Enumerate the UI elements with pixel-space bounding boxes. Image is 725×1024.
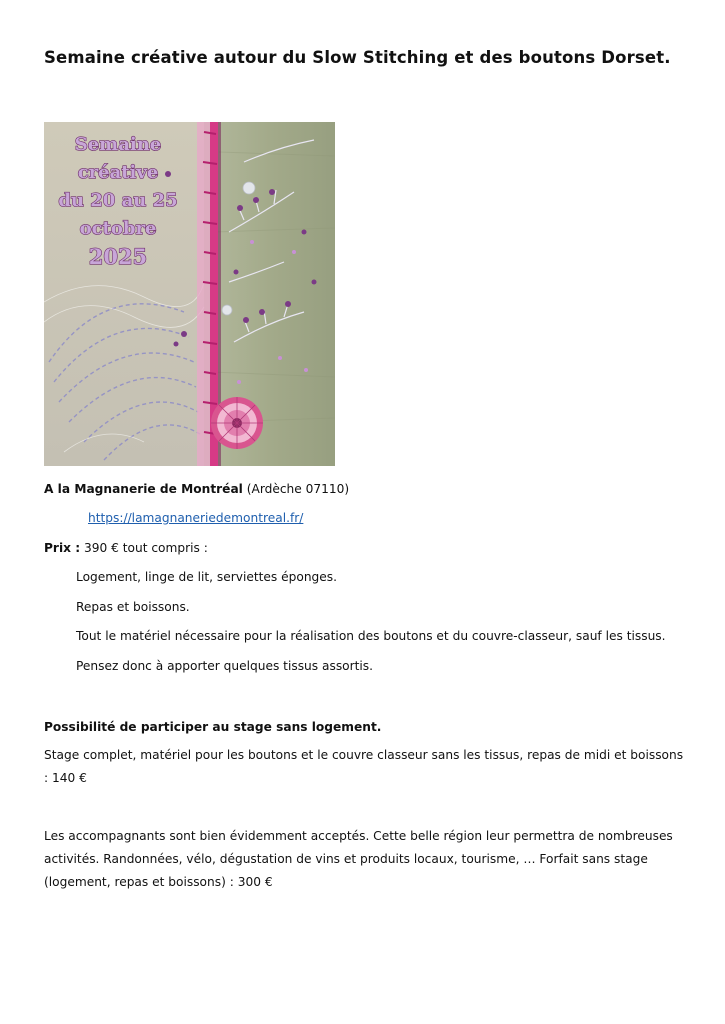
venue-name: A la Magnanerie de Montréal (44, 482, 243, 496)
venue-line (44, 482, 349, 497)
poster-line-4: octobre (79, 218, 157, 239)
dorset-button (211, 397, 263, 449)
poster-line-5: 2025 (88, 244, 148, 269)
companions-paragraph: Les accompagnants sont bien évidemment acceptés. Cette belle région leur permettra de nombreuses activités. Randonnées, vélo, dégustation de vins et produits locaux, tourisme, … Forfait sans stage (logement, repas et boissons) : 300 € (44, 829, 673, 889)
price-label: Prix : (44, 541, 81, 555)
price-line (44, 541, 208, 556)
poster-artwork (44, 122, 335, 466)
no-lodging-details: Stage complet, matériel pour les boutons et le couvre classeur sans les tissus, repas de midi et boissons : 140 € (44, 748, 684, 785)
price-value: 390 € tout compris : (80, 541, 208, 555)
price-item-lodging: Logement, linge de lit, serviettes éponges. (76, 570, 338, 584)
price-item-materials: Tout le matériel nécessaire pour la réalisation des boutons et du couvre-classeur, sauf les tissus. (76, 629, 666, 643)
no-lodging-heading: Possibilité de participer au stage sans logement. (44, 720, 382, 734)
venue-website-link[interactable]: https://lamagnaneriedemontreal.fr/ (88, 511, 304, 525)
event-poster (44, 122, 335, 466)
price-item-fabrics-note: Pensez donc à apporter quelques tissus assortis. (76, 659, 374, 673)
poster-line-3: du 20 au 25 (58, 190, 178, 211)
page-title: Semaine créative autour du Slow Stitching et des boutons Dorset. (44, 48, 671, 67)
price-item-meals: Repas et boissons. (76, 600, 190, 614)
poster-line-2: créative (77, 162, 159, 183)
poster-line-1: Semaine (74, 134, 162, 155)
ribbon-trim (197, 122, 211, 466)
venue-region: (Ardèche 07110) (242, 482, 350, 496)
